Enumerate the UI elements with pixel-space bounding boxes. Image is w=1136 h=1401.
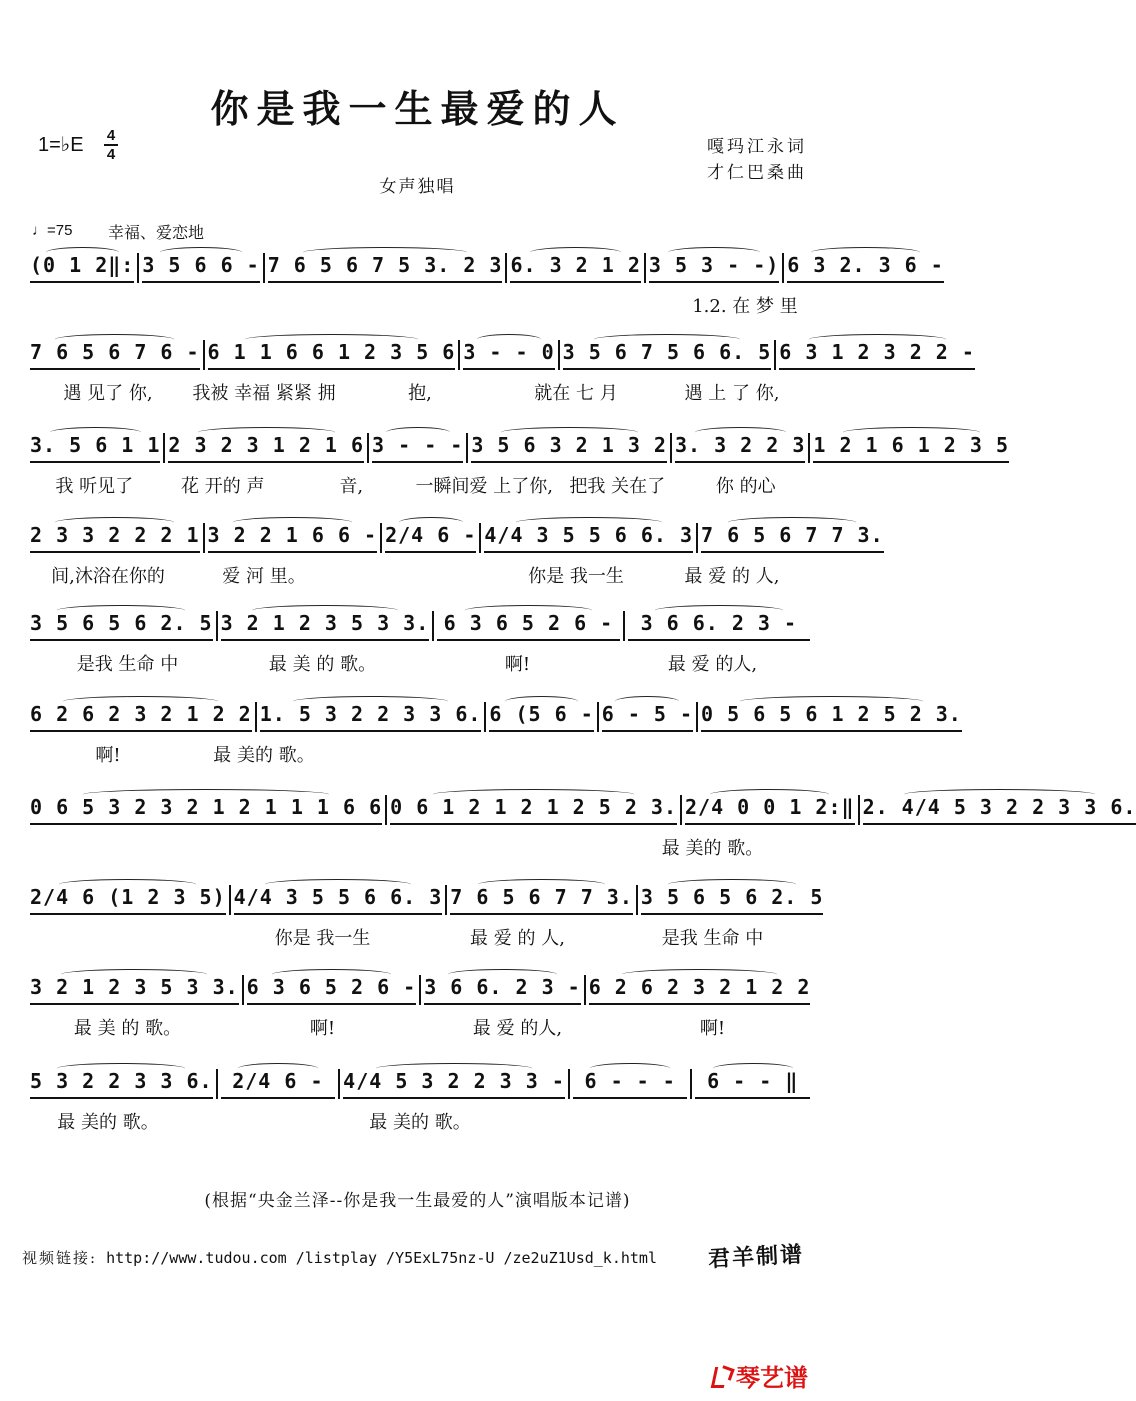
barline (597, 702, 599, 732)
lyric-line (30, 472, 810, 498)
measure (813, 433, 1009, 463)
barline (774, 340, 776, 370)
barline (696, 702, 698, 732)
measure-notes: 3 5 6 3 2 1 3 2 (471, 433, 667, 457)
measure-notes: 2/4 6 - (385, 523, 477, 547)
lyric-segment: 最 美 的 歌。 (73, 1018, 182, 1039)
slur-mark (303, 247, 467, 258)
measure-notes: 6 - - - (584, 1069, 676, 1093)
barline (203, 523, 205, 553)
notation-line (30, 428, 1010, 468)
lyric-segment: 你是 我一生 (274, 928, 371, 949)
slur-mark (710, 789, 829, 800)
barline (484, 702, 486, 732)
lyric-segment: 1.2. 在 梦 里 (692, 296, 798, 317)
barline (380, 523, 382, 553)
slur-mark (505, 696, 578, 707)
slur-mark (272, 969, 391, 980)
measure (234, 885, 443, 915)
measure (30, 611, 213, 641)
measure (343, 1069, 565, 1099)
lyric-segment: 啊! (699, 1018, 726, 1039)
measure (221, 1069, 336, 1099)
notation-line (30, 790, 1136, 830)
measure-notes: 4/4 3 5 5 6 6. 3 (233, 885, 443, 909)
barline (367, 433, 369, 463)
lyric-segment: 遇 上 了 你, (684, 383, 780, 404)
barline (432, 611, 434, 641)
slur-mark (478, 879, 606, 890)
measure (208, 340, 456, 370)
voice-type: 女声独唱 (379, 177, 456, 197)
lyric-segment: 把我 关在了 (569, 476, 666, 497)
lyric-segment: 啊! (504, 654, 531, 675)
barline (505, 253, 507, 283)
barline (808, 433, 810, 463)
page-title: 你是我一生最爱的人 (210, 86, 625, 131)
measure-notes: 0 5 6 5 6 1 2 5 2 3. (701, 702, 962, 726)
barline (479, 523, 481, 553)
measure (779, 340, 975, 370)
measure-notes: 6 - 5 - (601, 702, 694, 726)
lyric-segment: 是我 生命 中 (661, 928, 764, 949)
slur-mark (433, 789, 634, 800)
slur-mark (590, 1063, 670, 1074)
measure (168, 433, 364, 463)
lyric-segment: 啊! (95, 745, 121, 766)
measure (649, 253, 779, 283)
measure-notes: 4/4 3 5 5 6 6. 3 (484, 523, 694, 547)
measure (695, 1069, 810, 1099)
measure-notes: 2/4 0 0 1 2:‖ (685, 795, 855, 819)
notation-line (30, 606, 810, 646)
measure-notes: 6. 3 2 1 2 (510, 253, 641, 277)
measure-notes: 6 2 6 2 3 2 1 2 2 (588, 975, 811, 999)
measure (208, 523, 378, 553)
video-link-url[interactable]: http://www.tudou.com /listplay /Y5ExL75nz-U /ze2uZ1Usd_k.html (106, 1249, 657, 1267)
slur-mark (50, 427, 141, 438)
barline (242, 975, 244, 1005)
measure-notes: 7 6 5 6 7 7 3. (701, 523, 884, 547)
measure (471, 433, 667, 463)
measure-notes: 3 5 6 5 6 2. 5 (30, 611, 213, 635)
slur-mark (728, 517, 856, 528)
notation-line (30, 1064, 810, 1104)
slur-mark (615, 696, 679, 707)
lyric-segment: 我被 幸福 紧紧 拥 (192, 383, 336, 404)
key-signature: 1=♭E (38, 134, 84, 156)
lyric-line (30, 650, 810, 676)
barline (466, 433, 468, 463)
slur-mark (477, 334, 541, 345)
barline (338, 1069, 340, 1099)
measure (628, 611, 810, 641)
barline (216, 1069, 218, 1099)
slur-mark (740, 696, 923, 707)
slur-mark (530, 247, 621, 258)
measure-notes: 6 - - ‖ (707, 1069, 799, 1093)
slur-mark (57, 1063, 185, 1074)
slur-mark (655, 605, 783, 616)
lyric-segment: 一瞬间爱 上了你, (415, 476, 553, 497)
measure (589, 975, 811, 1005)
measure (30, 975, 239, 1005)
lyric-segment: 最 美的 歌。 (213, 745, 315, 766)
video-link-line (22, 1247, 657, 1268)
lyric-segment: 最 美的 歌。 (369, 1112, 471, 1133)
slur-mark (594, 334, 740, 345)
measure-notes: 3 6 6. 2 3 - (424, 975, 581, 999)
measure (573, 1069, 688, 1099)
notation-line (30, 335, 975, 375)
slur-mark (252, 605, 398, 616)
measure (260, 702, 482, 732)
measure (30, 885, 226, 915)
slur-mark (61, 969, 207, 980)
measure (385, 523, 476, 553)
lyric-segment: 间,沐浴在你的 (51, 566, 165, 587)
measure-notes: 3. 3 2 2 3 (674, 433, 806, 457)
measure-notes: 2. 4/4 5 3 2 2 3 3 6. (862, 795, 1136, 819)
source-note: (根据“央金兰泽--你是我一生最爱的人”演唱版本记谱) (204, 1191, 631, 1211)
lyric-segment: 啊! (309, 1018, 336, 1039)
slur-mark (904, 789, 1096, 800)
lyric-line (30, 562, 810, 588)
barline (385, 795, 387, 825)
lyric-segment: 就在 七 月 (534, 383, 618, 404)
measure-notes: 6 3 1 2 3 2 2 - (779, 340, 975, 364)
measure-notes: 6 (5 6 - (489, 702, 594, 726)
barline (644, 253, 646, 283)
brand-name: 琴艺谱 (736, 1364, 808, 1392)
measure (450, 885, 633, 915)
barline (568, 1069, 570, 1099)
measure-notes: 2/4 6 (1 2 3 5) (30, 885, 226, 909)
video-link-label: 视频链接: (22, 1249, 98, 1267)
lyric-segment: 最 美的 歌。 (661, 838, 764, 859)
barline (636, 885, 638, 915)
slur-mark (376, 1063, 531, 1074)
time-signature-denominator: 4 (106, 145, 116, 163)
slur-mark (245, 334, 418, 345)
measure-notes: 3 5 6 5 6 2. 5 (640, 885, 824, 909)
measure (563, 340, 772, 370)
slur-mark (695, 427, 786, 438)
measure-notes: 2 3 2 3 1 2 1 6 (168, 433, 365, 457)
barline (782, 253, 784, 283)
notation-line (30, 248, 944, 288)
measure-notes: 7 6 5 6 7 6 - (30, 340, 200, 364)
barline (623, 611, 625, 641)
barline (858, 795, 860, 825)
barline (137, 253, 139, 283)
lyric-line (30, 1108, 810, 1134)
lyricist-credit: 嘎玛江永词 (707, 137, 807, 157)
slur-mark (811, 247, 921, 258)
barline (216, 611, 218, 641)
slur-mark (46, 247, 119, 258)
slur-mark (516, 517, 662, 528)
measure-notes: 3 2 2 1 6 6 - (207, 523, 378, 547)
measure (863, 795, 1136, 825)
slur-mark (57, 605, 185, 616)
lyric-line (30, 292, 810, 318)
measure-notes: 3 5 6 7 5 6 6. 5 (562, 340, 772, 364)
measure (424, 975, 581, 1005)
transcriber-signature: 君羊制谱 (707, 1241, 805, 1273)
barline (203, 340, 205, 370)
slur-mark (622, 969, 777, 980)
composer-credit: 才仁巴桑曲 (707, 163, 807, 183)
measure (268, 253, 503, 283)
measure-notes: 7 6 5 6 7 5 3. 2 3 (267, 253, 503, 277)
lyric-segment: 抱, (408, 383, 432, 404)
lyric-segment: 最 爱 的 人, (470, 928, 565, 949)
slur-mark (265, 879, 411, 890)
slur-mark (668, 247, 759, 258)
measure (30, 340, 200, 370)
time-signature-numerator: 4 (106, 127, 116, 144)
slur-mark (713, 1063, 793, 1074)
measure-notes: 4/4 5 3 2 2 3 3 - (343, 1069, 565, 1093)
measure-notes: 2/4 6 - (232, 1069, 324, 1093)
measure (372, 433, 463, 463)
measure (463, 340, 554, 370)
lyric-line (30, 834, 810, 860)
lyric-segment: 遇 见了 你, (63, 383, 153, 404)
slur-mark (448, 969, 558, 980)
barline (680, 795, 682, 825)
measure-notes: 6 3 6 5 2 6 - (443, 611, 614, 635)
measure-notes: 6 3 2. 3 6 - (787, 253, 944, 277)
tempo-mark: ♩=75 (32, 222, 73, 239)
lyric-segment: 你 的心 (715, 476, 776, 497)
barline (696, 523, 698, 553)
measure (675, 433, 805, 463)
measure (30, 253, 134, 283)
lyric-line (30, 741, 810, 767)
lyric-segment: 是我 生命 中 (76, 654, 179, 675)
measure (787, 253, 944, 283)
lyric-line (30, 924, 810, 950)
lyric-line (30, 1014, 810, 1040)
measure (602, 702, 693, 732)
barline (229, 885, 231, 915)
measure-notes: 2 3 3 2 2 2 1 (30, 523, 200, 547)
measure-notes: 3 5 3 - -) (648, 253, 780, 277)
measure-notes: 1. 5 3 2 2 3 3 6. (259, 702, 482, 726)
slur-mark (399, 517, 463, 528)
measure (221, 611, 430, 641)
measure (30, 433, 160, 463)
measure-notes: 3 6 6. 2 3 - (640, 611, 798, 635)
measure (685, 795, 855, 825)
slur-mark (55, 334, 174, 345)
time-signature (104, 128, 118, 162)
brand-watermark (712, 1358, 808, 1393)
measure-notes: (0 1 2‖: (30, 253, 135, 277)
measure-notes: 6 1 1 6 6 1 2 3 5 6 (207, 340, 456, 364)
barline (690, 1069, 692, 1099)
measure (30, 523, 200, 553)
lyric-segment: 最 爱 的 人, (684, 566, 780, 587)
slur-mark (809, 334, 946, 345)
slur-mark (83, 789, 329, 800)
slur-mark (63, 696, 218, 707)
slur-mark (160, 247, 242, 258)
measure-notes: 3 2 1 2 3 5 3 3. (30, 975, 239, 999)
measure (484, 523, 693, 553)
barline (584, 975, 586, 1005)
notation-line (30, 970, 810, 1010)
measure (30, 795, 382, 825)
barline (445, 885, 447, 915)
measure-notes: 0 6 1 2 1 2 1 2 5 2 3. (390, 795, 678, 819)
measure-notes: 3 - - 0 (463, 340, 555, 364)
measure (30, 702, 252, 732)
measure-notes: 5 3 2 2 3 3 6. (30, 1069, 213, 1093)
slur-mark (55, 517, 174, 528)
lyric-segment: 最 爱 的人, (667, 654, 758, 675)
brand-logo-icon (712, 1365, 732, 1387)
lyric-segment: 最 爱 的人, (472, 1018, 563, 1039)
measure-notes: 6 3 6 5 2 6 - (246, 975, 417, 999)
measure-notes: 1 2 1 6 1 2 3 5 (813, 433, 1010, 457)
barline (163, 433, 165, 463)
measure (30, 1069, 213, 1099)
barline (670, 433, 672, 463)
measure (247, 975, 417, 1005)
slur-mark (843, 427, 980, 438)
barline (458, 340, 460, 370)
notation-line (30, 880, 824, 920)
lyric-segment: 我 听见了 (55, 476, 134, 497)
measure (641, 885, 824, 915)
measure (437, 611, 619, 641)
slur-mark (198, 427, 335, 438)
lyric-segment: 最 美的 歌。 (57, 1112, 159, 1133)
measure-notes: 3 5 6 6 - (142, 253, 260, 277)
barline (263, 253, 265, 283)
expression-mark: 幸福、爱恋地 (108, 223, 205, 242)
slur-mark (293, 696, 448, 707)
measure-notes: 0 6 5 3 2 3 2 1 2 1 1 1 6 6 (30, 795, 383, 819)
measure-notes: 6 2 6 2 3 2 1 2 2 (30, 702, 252, 726)
measure-notes: 7 6 5 6 7 7 3. (450, 885, 633, 909)
barline (558, 340, 560, 370)
lyric-segment: 你是 我一生 (528, 566, 624, 587)
lyric-segment: 花 开的 声 (181, 476, 265, 497)
barline (255, 702, 257, 732)
barline (419, 975, 421, 1005)
notation-line (30, 697, 962, 737)
slur-mark (465, 605, 593, 616)
slur-mark (238, 1063, 318, 1074)
lyric-segment: 音, (339, 476, 364, 497)
measure (510, 253, 640, 283)
slur-mark (668, 879, 796, 890)
measure (390, 795, 677, 825)
slur-mark (386, 427, 450, 438)
lyric-line (30, 379, 810, 405)
measure (701, 702, 962, 732)
measure (142, 253, 259, 283)
measure (489, 702, 593, 732)
slur-mark (59, 879, 196, 890)
lyric-segment: 爱 河 里。 (222, 566, 306, 587)
lyric-segment: 最 美 的 歌。 (268, 654, 377, 675)
measure (701, 523, 884, 553)
slur-mark (233, 517, 352, 528)
notation-line (30, 518, 884, 558)
measure-notes: 3 2 1 2 3 5 3 3. (220, 611, 430, 635)
slur-mark (501, 427, 638, 438)
measure-notes: 3 - - - (372, 433, 464, 457)
measure-notes: 3. 5 6 1 1 (30, 433, 161, 457)
